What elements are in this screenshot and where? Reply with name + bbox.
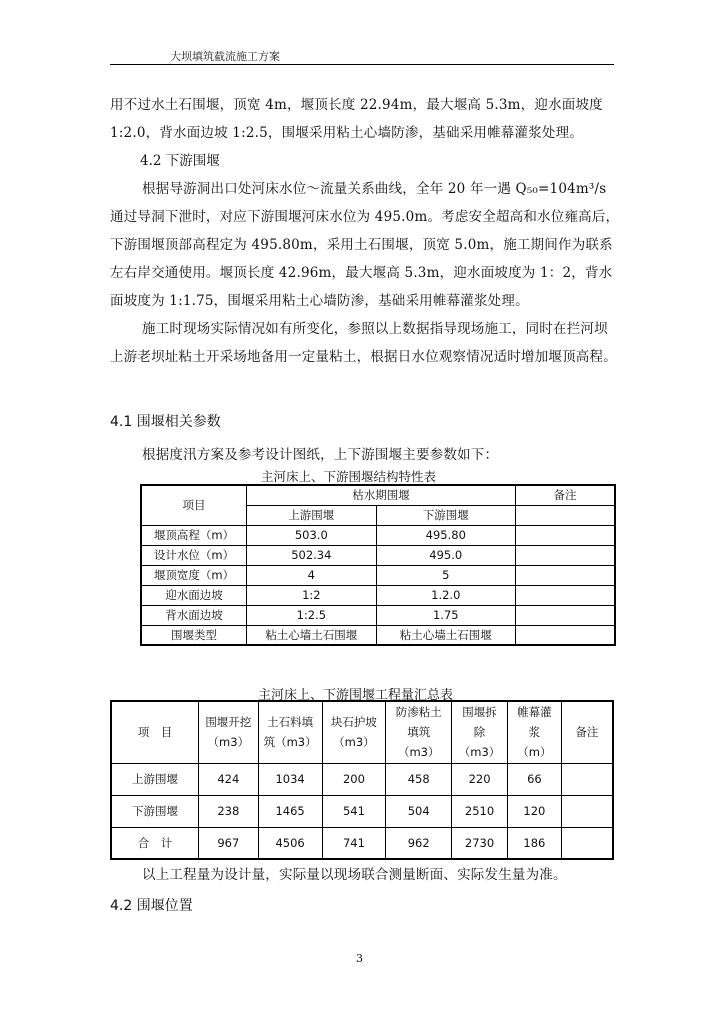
- t2-header-clay: 防渗粘土 填筑 （m3）: [386, 701, 452, 763]
- t1-up: 1:2: [247, 585, 376, 605]
- t2-cell: 1034: [258, 763, 322, 795]
- paragraph-upstream-tail: 用不过水土石围堰，顶宽 4m，堰顶长度 22.94m，最大堰高 5.3m，迎水面坡度1:2.0，背水面边坡 1:2.5，围堰采用粘土心墙防渗，基础采用帷幕灌浆处理。: [110, 97, 603, 141]
- t1-label: 围堰类型: [141, 625, 247, 645]
- table-row: [141, 585, 615, 605]
- table-row: [141, 605, 615, 625]
- t2-note: [561, 763, 613, 795]
- table1-caption: 主河床上、下游围堰结构特性表: [261, 469, 437, 484]
- t2-cell: 120: [507, 795, 561, 827]
- t2-cell: 200: [322, 763, 386, 795]
- t1-up: 粘土心墙土石围堰: [247, 625, 376, 645]
- t1-label: 堰顶高程（m）: [141, 525, 247, 545]
- t1-header-item: 项目: [141, 485, 247, 525]
- t2-header-excavation: 围堰开挖 （m3）: [198, 701, 258, 763]
- t2-cell: 962: [386, 827, 452, 859]
- t1-label: 背水面边坡: [141, 605, 247, 625]
- t2-label: 合 计: [111, 827, 198, 859]
- t2-cell: 2730: [452, 827, 508, 859]
- t1-down: 495.0: [376, 545, 515, 565]
- t1-header-note: 备注: [515, 485, 615, 505]
- t2-header-note: 备注: [561, 701, 613, 763]
- t2-cell: 541: [322, 795, 386, 827]
- t1-label: 迎水面边坡: [141, 585, 247, 605]
- t1-header-group: 枯水期围堰: [247, 485, 516, 505]
- t1-down: 5: [376, 565, 515, 585]
- t2-cell: 238: [198, 795, 258, 827]
- t1-down: 粘土心墙土石围堰: [376, 625, 515, 645]
- t1-header-note-blank: [515, 505, 615, 525]
- table-row: [111, 763, 613, 795]
- page-number: 3: [356, 952, 363, 965]
- t2-header-grouting: 帷幕灌 浆 （m）: [507, 701, 561, 763]
- t1-note: [515, 605, 615, 625]
- t2-header-fill: 土石料填 筑（m3）: [258, 701, 322, 763]
- t2-cell: 458: [386, 763, 452, 795]
- paragraph-downstream: 根据导游洞出口处河床水位～流量关系曲线，全年 20 年一遇 Q₅₀=104m³/s 通过导洞下泄时，对应下游围堰河床水位为 495.0m。考虑安全超高和水位雍高后，下游围堰顶部高程定为 495.80m，采用土石围堰，顶宽 5.0m，施工期间作为联系左右岸交通使用。堰顶长度 42.96m，最大堰高 5.3m，迎水面坡度为 1：2，背水面坡度为 1:1.75，围堰采用粘土心墙防渗，基础采用帷幕灌浆处理。: [110, 181, 620, 309]
- table-row: [111, 827, 613, 859]
- t1-up: 503.0: [247, 525, 376, 545]
- t2-header-item: 项 目: [111, 701, 198, 763]
- t2-cell: 424: [198, 763, 258, 795]
- t1-down: 1.75: [376, 605, 515, 625]
- subheading-downstream-cofferdam: 4.2 下游围堰: [140, 153, 220, 169]
- header-rule: [110, 64, 614, 65]
- t2-cell: 66: [507, 763, 561, 795]
- t2-label: 下游围堰: [111, 795, 198, 827]
- paragraph-site-note: 施工时现场实际情况如有所变化，参照以上数据指导现场施工，同时在拦河坝上游老坝址粘土开采场地备用一定量粘土，根据日水位观察情况适时增加堰顶高程。: [110, 321, 617, 365]
- t2-cell: 504: [386, 795, 452, 827]
- table-row: [141, 565, 615, 585]
- t1-note: [515, 585, 615, 605]
- t1-up: 1:2.5: [247, 605, 376, 625]
- t2-cell: 2510: [452, 795, 508, 827]
- t2-cell: 186: [507, 827, 561, 859]
- table-row: [141, 625, 615, 645]
- t1-label: 堰顶宽度（m）: [141, 565, 247, 585]
- t2-cell: 220: [452, 763, 508, 795]
- t2-label: 上游围堰: [111, 763, 198, 795]
- header-title: 大坝填筑截流施工方案: [170, 50, 280, 63]
- table-row: [111, 795, 613, 827]
- t2-header-removal: 围堰拆 除 （m3）: [452, 701, 508, 763]
- section-heading-location: 4.2 围堰位置: [110, 898, 193, 914]
- t1-down: 495.80: [376, 525, 515, 545]
- t1-label: 设计水位（m）: [141, 545, 247, 565]
- t2-cell: 967: [198, 827, 258, 859]
- t1-note: [515, 525, 615, 545]
- t1-header-upstream: 上游围堰: [247, 505, 376, 525]
- quantity-summary-table: [110, 700, 614, 860]
- table2-caption: 主河床上、下游围堰工程量汇总表: [258, 688, 454, 703]
- table-row: [141, 545, 615, 565]
- t1-up: 502.34: [247, 545, 376, 565]
- section-heading-parameters: 4.1 围堰相关参数: [110, 414, 221, 430]
- t1-note: [515, 565, 615, 585]
- t1-note: [515, 545, 615, 565]
- t1-note: [515, 625, 615, 645]
- t2-cell: 1465: [258, 795, 322, 827]
- paragraph-quantity-note: 以上工程量为设计量，实际量以现场联合测量断面、实际发生量为准。: [142, 867, 567, 883]
- t1-up: 4: [247, 565, 376, 585]
- t2-cell: 4506: [258, 827, 322, 859]
- t2-cell: 741: [322, 827, 386, 859]
- t1-down: 1.2.0: [376, 585, 515, 605]
- t1-header-downstream: 下游围堰: [376, 505, 515, 525]
- t2-note: [561, 827, 613, 859]
- t2-note: [561, 795, 613, 827]
- table-row: [141, 525, 615, 545]
- paragraph-parameters-intro: 根据度汛方案及参考设计图纸，上下游围堰主要参数如下：: [142, 447, 499, 463]
- structure-characteristics-table: [140, 484, 616, 646]
- t2-header-riprap: 块石护坡 （m3）: [322, 701, 386, 763]
